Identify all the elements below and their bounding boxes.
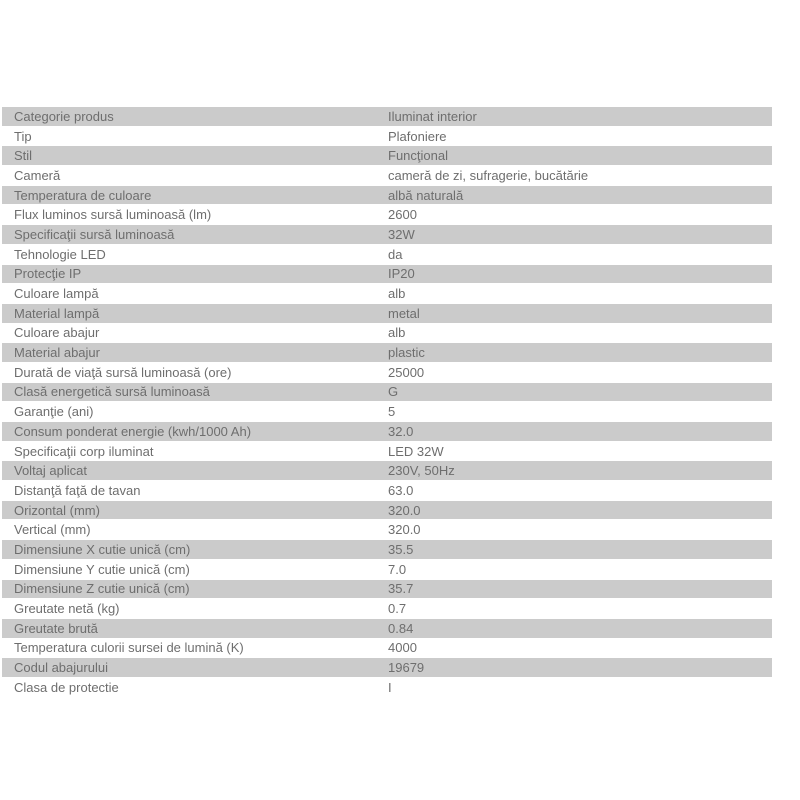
spec-label: Culoare lampă (14, 286, 99, 302)
spec-label: Clasă energetică sursă luminoasă (14, 384, 210, 400)
spec-label: Flux luminos sursă luminoasă (lm) (14, 207, 212, 223)
table-row (2, 580, 772, 600)
spec-value: Funcţional (388, 148, 448, 164)
table-row (2, 186, 772, 206)
table-row (2, 560, 772, 580)
spec-label: Protecţie IP (14, 266, 82, 282)
spec-label: Material lampă (14, 305, 100, 321)
spec-label: Codul abajurului (14, 660, 108, 676)
spec-value: 0.84 (388, 620, 414, 636)
table-row (2, 363, 772, 383)
table-row (2, 343, 772, 363)
spec-value: 320.0 (388, 502, 421, 518)
spec-value: 35.7 (388, 581, 414, 597)
product-spec-table (2, 107, 772, 698)
spec-value: G (388, 384, 399, 400)
spec-label: Voltaj aplicat (14, 463, 87, 479)
spec-value: 35.5 (388, 541, 414, 557)
spec-label: Categorie produs (14, 108, 114, 124)
spec-label: Clasa de protectie (14, 679, 119, 695)
table-row (2, 678, 772, 698)
spec-label: Cameră (14, 167, 61, 183)
table-row (2, 599, 772, 619)
spec-value: IP20 (388, 266, 415, 282)
table-row (2, 481, 772, 501)
table-row (2, 442, 772, 462)
table-row (2, 146, 772, 166)
spec-value: 32W (388, 226, 415, 242)
spec-value: 4000 (388, 640, 417, 656)
table-row (2, 205, 772, 225)
spec-label: Dimensiune X cutie unică (cm) (14, 541, 191, 557)
spec-label: Consum ponderat energie (kwh/1000 Ah) (14, 423, 252, 439)
table-row (2, 658, 772, 678)
table-row (2, 501, 772, 521)
table-row (2, 540, 772, 560)
table-row (2, 383, 772, 403)
table-row (2, 619, 772, 639)
table-row (2, 324, 772, 344)
spec-label: Tip (14, 128, 32, 144)
spec-label: Specificaţii sursă luminoasă (14, 226, 175, 242)
table-row (2, 402, 772, 422)
table-row (2, 107, 772, 127)
table-row (2, 304, 772, 324)
spec-value: alb (388, 325, 406, 341)
spec-value: LED 32W (388, 443, 444, 459)
spec-value: metal (388, 305, 420, 321)
spec-value: 230V, 50Hz (388, 463, 455, 479)
spec-label: Material abajur (14, 345, 100, 361)
spec-value: 32.0 (388, 423, 414, 439)
spec-label: Greutate netă (kg) (14, 601, 120, 617)
spec-value: da (388, 246, 403, 262)
spec-label: Dimensiune Y cutie unică (cm) (14, 561, 190, 577)
table-row (2, 284, 772, 304)
spec-label: Dimensiune Z cutie unică (cm) (14, 581, 190, 597)
spec-value: 0.7 (388, 601, 407, 617)
spec-label: Garanţie (ani) (14, 404, 94, 420)
spec-label: Durată de viaţă sursă luminoasă (ore) (14, 364, 232, 380)
spec-value: alb (388, 286, 406, 302)
spec-value: I (388, 679, 392, 695)
spec-label: Specificaţii corp iluminat (14, 443, 154, 459)
spec-value: plastic (388, 345, 425, 361)
spec-value: cameră de zi, sufragerie, bucătărie (388, 167, 589, 183)
spec-value: 5 (388, 404, 396, 420)
spec-label: Culoare abajur (14, 325, 100, 341)
spec-label: Greutate brută (14, 620, 98, 636)
spec-value: 7.0 (388, 561, 407, 577)
table-row (2, 639, 772, 659)
table-row (2, 422, 772, 442)
spec-value: 2600 (388, 207, 417, 223)
spec-value: 320.0 (388, 522, 421, 538)
spec-label: Vertical (mm) (14, 522, 91, 538)
spec-label: Distanţă faţă de tavan (14, 482, 141, 498)
spec-label: Stil (14, 148, 33, 164)
spec-label: Orizontal (mm) (14, 502, 100, 518)
table-row (2, 225, 772, 245)
table-row (2, 461, 772, 481)
spec-value: Plafoniere (388, 128, 447, 144)
table-row (2, 265, 772, 285)
spec-label: Tehnologie LED (14, 246, 106, 262)
spec-value: albă naturală (388, 187, 464, 203)
spec-value: Iluminat interior (388, 108, 477, 124)
spec-value: 25000 (388, 364, 425, 380)
table-row (2, 520, 772, 540)
table-row (2, 127, 772, 147)
table-row (2, 166, 772, 186)
spec-value: 63.0 (388, 482, 414, 498)
table-row (2, 245, 772, 265)
spec-value: 19679 (388, 660, 425, 676)
spec-label: Temperatura culorii sursei de lumină (K) (14, 640, 244, 656)
spec-label: Temperatura de culoare (14, 187, 152, 203)
